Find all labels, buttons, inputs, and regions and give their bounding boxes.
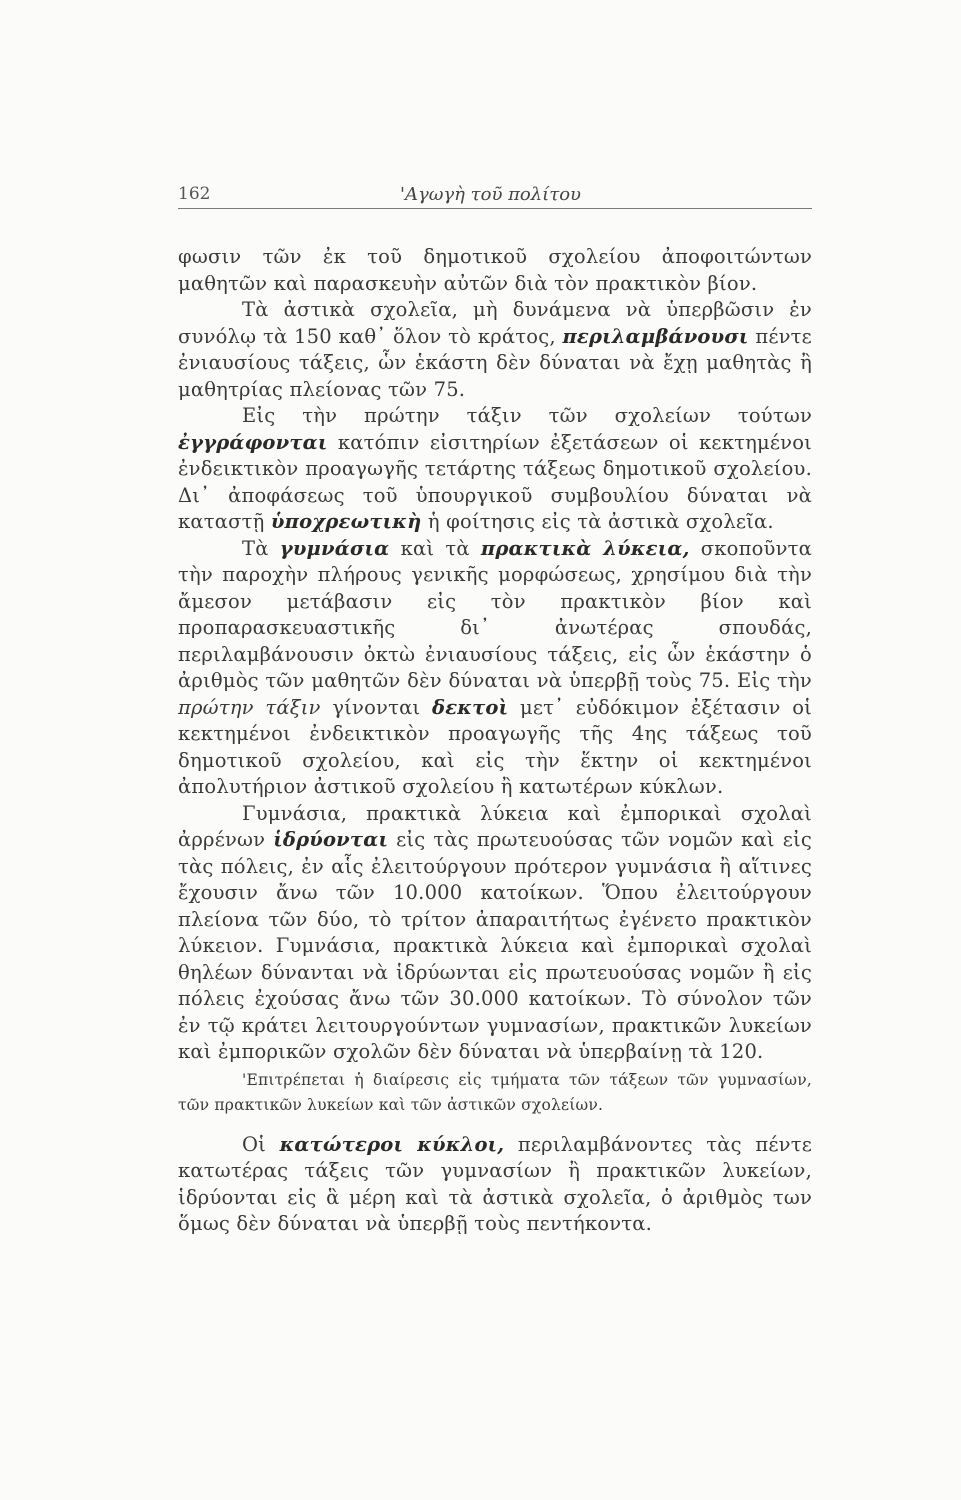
page-number: 162: [178, 184, 211, 204]
emphasis-term: δεκτοὶ: [432, 695, 509, 719]
paragraph-4-text: γίνονται: [332, 695, 421, 719]
emphasis-term: κατώτεροι κύκλοι,: [279, 1132, 505, 1156]
paragraph-4-text: Τὰ: [242, 536, 269, 560]
paragraph-6: [178, 1132, 812, 1238]
paragraph-3-text: Εἰς τὴν πρώτην τάξιν τῶν σχολείων τούτων: [242, 404, 812, 427]
emphasis-term: ἐγγράφονται: [178, 430, 328, 454]
emphasis-term: ἱδρύονται: [273, 828, 389, 851]
paragraph-3-text-cont: κατόπιν εἰσιτηρίων ἐξετάσεων οἱ κεκτημένοι ἐνδεικτικὸν προαγωγῆς τετάρτης τάξεως δημοτικοῦ σχολείου. Δι᾽ ἀποφάσεως τοῦ ὑπουργικοῦ συμβουλίου δύναται νὰ καταστῇ: [178, 430, 812, 533]
paragraph-1: [178, 244, 812, 297]
paragraph-4-text: μετ᾽ εὐδόκιμον ἐξέτασιν οἱ κεκτημένοι ἐνδεικτικὸν προαγωγῆς τῆς 4ης τάξεως τοῦ δημοτικοῦ σχολείου, καὶ εἰς τὴν ἕκτην οἱ κεκτημένοι ἀπολυτήριον ἀστικοῦ σχολείου ἢ κατωτέρων κύκλων.: [178, 695, 812, 798]
emphasis-term: περιλαμβάνουσι: [562, 324, 749, 348]
paragraph-4-text: σκοποῦντα τὴν παροχὴν πλήρους γενικῆς μορφώσεως, χρησίμου διὰ τὴν ἄμεσον μετάβασιν εἰς τὸν πρακτικὸν βίον καὶ προπαρασκευαστικῆς δι᾽ ἀνωτέρας σπουδάς, περιλαμβάνουσιν ὀκτὼ ἐνιαυσίους τάξεις, εἰς ὧν ἑκάστην ὁ ἀριθμὸς τῶν μαθητῶν δὲν δύναται νὰ ὑπερβῇ τοὺς 75. Εἰς τὴν: [178, 536, 812, 692]
paragraph-3: [178, 403, 812, 536]
paragraph-2: [178, 297, 812, 403]
paragraph-1-text: φωσιν τῶν ἐκ τοῦ δημοτικοῦ σχολείου ἀποφοιτώντων μαθητῶν καὶ παρασκευὴν αὐτῶν διὰ τὸν πρακτικὸν βίον.: [178, 245, 812, 295]
running-title: 'Αγωγὴ τοῦ πολίτου: [400, 184, 581, 205]
emphasis-term: πρακτικὰ λύκεια,: [480, 536, 690, 560]
note-text: 'Επιτρέπεται ἡ διαίρεσις εἰς τμήματα τῶν τάξεων τῶν γυμνασίων, τῶν πρακτικῶν λυκείων καὶ τῶν ἀστικῶν σχολείων.: [178, 1070, 812, 1114]
paragraph-4: [178, 536, 812, 801]
paragraph-5: [178, 801, 812, 1066]
emphasis-term: ὑποχρεωτικὴ: [270, 510, 422, 533]
paragraph-5-text: εἰς τὰς πρωτευούσας τῶν νομῶν καὶ εἰς τὰς πόλεις, ἐν αἷς ἐλειτούργουν πρότερον γυμνάσια ἢ αἵτινες ἔχουσιν ἄνω τῶν 10.000 κατοίκων. Ὅπου ἐλειτούργουν πλείονα τῶν δύο, τὸ τρίτον ἀπαραιτήτως ἐγένετο πρακτικὸν λύκειον. Γυμνάσια, πρακτικὰ λύκεια καὶ ἐμπορικαὶ σχολαὶ θηλέων δύνανται νὰ ἱδρύωνται εἰς πρωτευούσας νομῶν ἢ εἰς πόλεις ἐχούσας ἄνω τῶν 30.000 κατοίκων. Τὸ σύνολον τῶν ἐν τῷ κράτει λειτουργούντων γυμνασίων, πρακτικῶν λυκείων καὶ ἐμπορικῶν σχολῶν δὲν δύναται νὰ ὑπερβαίνῃ τὰ 120.: [178, 828, 813, 1063]
body-text: [178, 244, 812, 1238]
italic-term: πρώτην τάξιν: [178, 695, 321, 719]
paragraph-4-text: καὶ τὰ: [400, 536, 470, 560]
paragraph-6-text: Οἱ: [242, 1132, 267, 1156]
paragraph-2-text: Τὰ ἀστικὰ σχολεῖα, μὴ δυνάμενα νὰ ὑπερβῶσιν ἐν συνόλῳ τὰ 150 καθ᾽ ὅλον τὸ κράτος,: [178, 298, 812, 348]
paragraph-5-text: Γυμνάσια, πρακτικὰ λύκεια καὶ ἐμπορικαὶ σχολαὶ ἀρρένων: [178, 801, 812, 851]
paragraph-3-text-end: ἡ φοίτησις εἰς τὰ ἀστικὰ σχολεῖα.: [427, 510, 774, 533]
paragraph-2-text-cont: πέντε ἐνιαυσίους τάξεις, ὧν ἑκάστη δὲν δύναται νὰ ἔχῃ μαθητὰς ἢ μαθητρίας πλείονας τῶν 75.: [178, 324, 812, 401]
emphasis-term: γυμνάσια: [279, 536, 390, 560]
note-paragraph: [178, 1068, 812, 1118]
page-header: [178, 184, 812, 209]
paragraph-6-text: περιλαμβάνοντες τὰς πέντε κατωτέρας τάξεις τῶν γυμνασίων ἢ πρακτικῶν λυκείων, ἱδρύονται εἰς ἃ μέρη καὶ τὰ ἀστικὰ σχολεῖα, ὁ ἀριθμὸς των ὅμως δὲν δύναται νὰ ὑπερβῇ τοὺς πεντήκοντα.: [178, 1132, 812, 1235]
